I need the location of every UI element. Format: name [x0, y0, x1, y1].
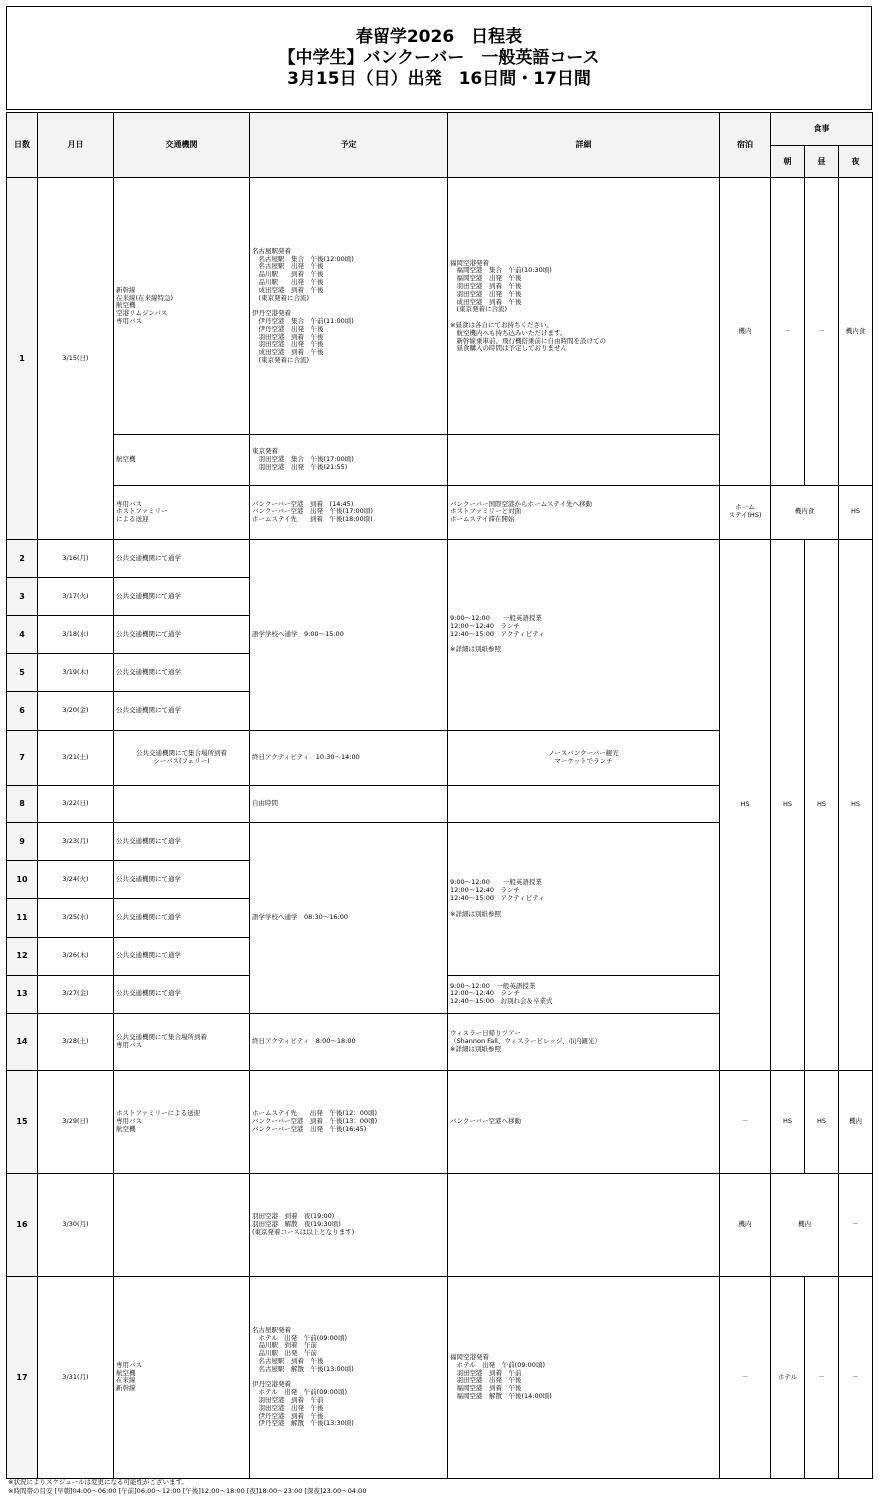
transport-cell: 公共交通機関にて通学 — [114, 861, 250, 899]
transport-cell: 公共交通機関にて集合場所到着 シーバス(フェリー) — [114, 730, 250, 785]
header-date: 月日 — [38, 113, 114, 178]
day-number: 14 — [7, 1013, 38, 1070]
day-number: 13 — [7, 975, 38, 1013]
transport-cell: 公共交通機関にて通学 — [114, 692, 250, 730]
day-date: 3/29(日) — [38, 1071, 114, 1173]
dinner-cell: － — [839, 1173, 873, 1276]
header-lunch: 昼 — [805, 146, 839, 178]
title-line-3: 3月15日（日）出発 16日間・17日間 — [287, 68, 591, 89]
transport-cell: 公共交通機関にて通学 — [114, 937, 250, 975]
schedule-cell: 東京発着 羽田空港 集合 午後(17:00頃) 羽田空港 出発 午後(21:55) — [250, 435, 448, 485]
transport-cell: 公共交通機関にて通学 — [114, 823, 250, 861]
header-dinner: 夜 — [839, 146, 873, 178]
transport-cell: 公共交通機関にて通学 — [114, 654, 250, 692]
transport-cell: 公共交通機関にて通学 — [114, 899, 250, 937]
lunch-cell: HS — [805, 539, 839, 1070]
stay-cell: － — [720, 1071, 771, 1173]
day-number: 3 — [7, 578, 38, 616]
details-cell: バンクーバー国際空港からホームステイ先へ移動 ホストファミリーと対面 ホームステイ滞在開始 — [448, 485, 720, 539]
table-row — [7, 1276, 873, 1478]
lunch-cell: － — [805, 1276, 839, 1478]
day-date: 3/27(金) — [38, 975, 114, 1013]
details-cell: 9:00～12:00 一般英語授業 12:00～12:40 ランチ 12:40～15:00 お別れ会＆卒業式 — [448, 975, 720, 1013]
day-date: 3/16(月) — [38, 539, 114, 577]
details-cell — [448, 1173, 720, 1276]
day-number: 2 — [7, 539, 38, 577]
dinner-cell: 機内食 — [839, 178, 873, 485]
transport-cell: 公共交通機関にて通学 — [114, 975, 250, 1013]
schedule-cell: 自由時間 — [250, 785, 448, 822]
details-cell — [448, 785, 720, 822]
lunch-cell: HS — [805, 1071, 839, 1173]
day-number: 12 — [7, 937, 38, 975]
day-number: 16 — [7, 1173, 38, 1276]
table-row — [7, 1173, 873, 1276]
schedule-cell: 語学学校へ通学 9:00～15:00 — [250, 539, 448, 730]
table-row — [7, 539, 873, 577]
table-row — [7, 1071, 873, 1173]
header-stay: 宿泊 — [720, 113, 771, 178]
day-date: 3/18(水) — [38, 616, 114, 654]
breakfast-cell: HS — [771, 539, 805, 1070]
header-details: 詳細 — [448, 113, 720, 178]
meal-cell: 機内食 — [771, 485, 839, 539]
details-cell — [448, 435, 720, 485]
dinner-cell: － — [839, 1276, 873, 1478]
day-date: 3/22(日) — [38, 785, 114, 822]
header-day: 日数 — [7, 113, 38, 178]
breakfast-cell: ホテル — [771, 1276, 805, 1478]
transport-cell — [114, 785, 250, 822]
details-cell: ノースバンクーバー観光 マーケットでランチ — [448, 730, 720, 785]
transport-cell: 新幹線 在来線(在来線特急) 航空機 空港リムジンバス 専用バス — [114, 178, 250, 435]
dinner-cell: HS — [839, 485, 873, 539]
schedule-cell: バンクーバー空港 到着 (14:45) バンクーバー空港 出発 午後(17:00頃) ホームステイ先 到着 午後(18:00頃) — [250, 485, 448, 539]
details-cell: 福岡空港発着 ホテル 出発 午前(09:00頃) 羽田空港 到着 午前 羽田空港 出発 午後 福岡空港 到着 午後 福岡空港 解散 午後(14:00頃) — [448, 1276, 720, 1478]
schedule-cell: 語学学校へ通学 08:30～16:00 — [250, 823, 448, 1014]
header-schedule: 予定 — [250, 113, 448, 178]
day-number: 8 — [7, 785, 38, 822]
transport-cell — [114, 1173, 250, 1276]
schedule-cell: ホームステイ先 出発 午後(12：00頃) バンクーバー空港 到着 午後(13：00頃) バンクーバー空港 出発 午後(16:45) — [250, 1071, 448, 1173]
day-date: 3/15(日) — [38, 178, 114, 540]
header-transport: 交通機関 — [114, 113, 250, 178]
lunch-cell: － — [805, 178, 839, 485]
header-row — [7, 113, 873, 146]
details-cell: 9:00～12:00 一般英語授業 12:00～12:40 ランチ 12:40～15:00 アクティビティ ※詳細は別紙参照 — [448, 539, 720, 730]
day-date: 3/20(金) — [38, 692, 114, 730]
footnote: ※時間帯の目安 [早朝]04:00～06:00 [午前]06:00～12:00 [午後]12:00～18:00 [夜]18:00～23:00 [深夜]23:00～04:00 — [8, 1487, 367, 1495]
details-cell: バンクーバー空港へ移動 — [448, 1071, 720, 1173]
breakfast-cell: － — [771, 178, 805, 485]
day-number: 17 — [7, 1276, 38, 1478]
transport-cell: 公共交通機関にて通学 — [114, 578, 250, 616]
day-date: 3/26(木) — [38, 937, 114, 975]
transport-cell: 公共交通機関にて通学 — [114, 539, 250, 577]
transport-cell: 公共交通機関にて集合場所到着 専用バス — [114, 1013, 250, 1070]
transport-cell: 公共交通機関にて通学 — [114, 616, 250, 654]
day-number: 7 — [7, 730, 38, 785]
stay-cell: 機内 — [720, 178, 771, 485]
schedule-table — [6, 112, 873, 1479]
breakfast-cell: HS — [771, 1071, 805, 1173]
schedule-cell: 羽田空港 到着 夜(19:00) 羽田空港 解散 夜(19:30頃) (東京発着コースは以上となります) — [250, 1173, 448, 1276]
title-line-2: 【中学生】バンクーバー 一般英語コース — [278, 47, 600, 68]
details-cell: 福岡空港発着 福岡空港 集合 午前(10:30頃) 福岡空港 出発 午後 羽田空港 到着 午後 羽田空港 出発 午後 成田空港 到着 午後 (東京発着に合流) ※昼食は各自にてお持ちください。 航空機内へも持ち込みいただけます。 新幹線乗車前、飛行機搭乗前に自由時間を設けての 昼食購入の時間は予定しておりません — [448, 178, 720, 435]
day-date: 3/19(木) — [38, 654, 114, 692]
schedule-cell: 終日アクティビティ 8:00～18:00 — [250, 1013, 448, 1070]
schedule-cell: 名古屋駅発着 名古屋駅 集合 午後(12:00頃) 名古屋駅 出発 午後 品川駅 到着 午後 品川駅 出発 午後 成田空港 到着 午後 (東京発着に合流) 伊丹空港発着 伊丹空港 集合 午前(11:00頃) 伊丹空港 出発 午後 羽田空港 到着 午後 羽田空港 出発 午後 成田空港 到着 午後 (東京発着に合流) — [250, 178, 448, 435]
day-number: 11 — [7, 899, 38, 937]
day-date: 3/24(火) — [38, 861, 114, 899]
day-date: 3/21(土) — [38, 730, 114, 785]
day-number: 15 — [7, 1071, 38, 1173]
day-date: 3/25(水) — [38, 899, 114, 937]
transport-cell: 専用バス 航空機 在来線 新幹線 — [114, 1276, 250, 1478]
table-row — [7, 178, 873, 435]
dinner-cell: HS — [839, 539, 873, 1070]
dinner-cell: 機内 — [839, 1071, 873, 1173]
day-date: 3/28(土) — [38, 1013, 114, 1070]
stay-cell: ホーム ステイ(HS) — [720, 485, 771, 539]
day-number: 5 — [7, 654, 38, 692]
title-line-1: 春留学2026 日程表 — [355, 26, 523, 47]
day-number: 10 — [7, 861, 38, 899]
schedule-cell: 名古屋駅発着 ホテル 出発 午前(09:00頃) 品川駅 到着 午前 品川駅 出発 午前 名古屋駅 到着 午後 名古屋駅 解散 午後(13:00頃) 伊丹空港発着 ホテル 出発 午前(09:00頃) 羽田空港 到着 午前 羽田空港 出発 午後 伊丹空港 到着 午後 伊丹空港 解散 午後(13:30頃) — [250, 1276, 448, 1478]
day-number: 6 — [7, 692, 38, 730]
day-date: 3/31(月) — [38, 1276, 114, 1478]
stay-cell: 機内 — [720, 1173, 771, 1276]
details-cell: 9:00～12:00 一般英語授業 12:00～12:40 ランチ 12:40～15:00 アクティビティ ※詳細は別紙参照 — [448, 823, 720, 976]
day-number: 1 — [7, 178, 38, 540]
day-number: 9 — [7, 823, 38, 861]
schedule-cell: 終日アクティビティ 10:30～14:00 — [250, 730, 448, 785]
day-date: 3/23(月) — [38, 823, 114, 861]
header-meals: 食事 — [771, 113, 873, 146]
title-box — [6, 6, 872, 110]
day-date: 3/30(月) — [38, 1173, 114, 1276]
stay-cell: － — [720, 1276, 771, 1478]
footnote: ※状況によりスケジュールは変更になる可能性がございます。 — [8, 1478, 189, 1486]
stay-cell: HS — [720, 539, 771, 1070]
header-breakfast: 朝 — [771, 146, 805, 178]
day-date: 3/17(火) — [38, 578, 114, 616]
day-number: 4 — [7, 616, 38, 654]
transport-cell: 航空機 — [114, 435, 250, 485]
transport-cell: ホストファミリーによる送迎 専用バス 航空機 — [114, 1071, 250, 1173]
details-cell: ウィスラー日帰りツアー （Shannon Fall、ウィスラービレッジ、市内観光） ※詳細は別紙参照 — [448, 1013, 720, 1070]
table-row — [7, 485, 873, 539]
meal-cell: 機内 — [771, 1173, 839, 1276]
transport-cell: 専用バス ホストファミリー による送迎 — [114, 485, 250, 539]
